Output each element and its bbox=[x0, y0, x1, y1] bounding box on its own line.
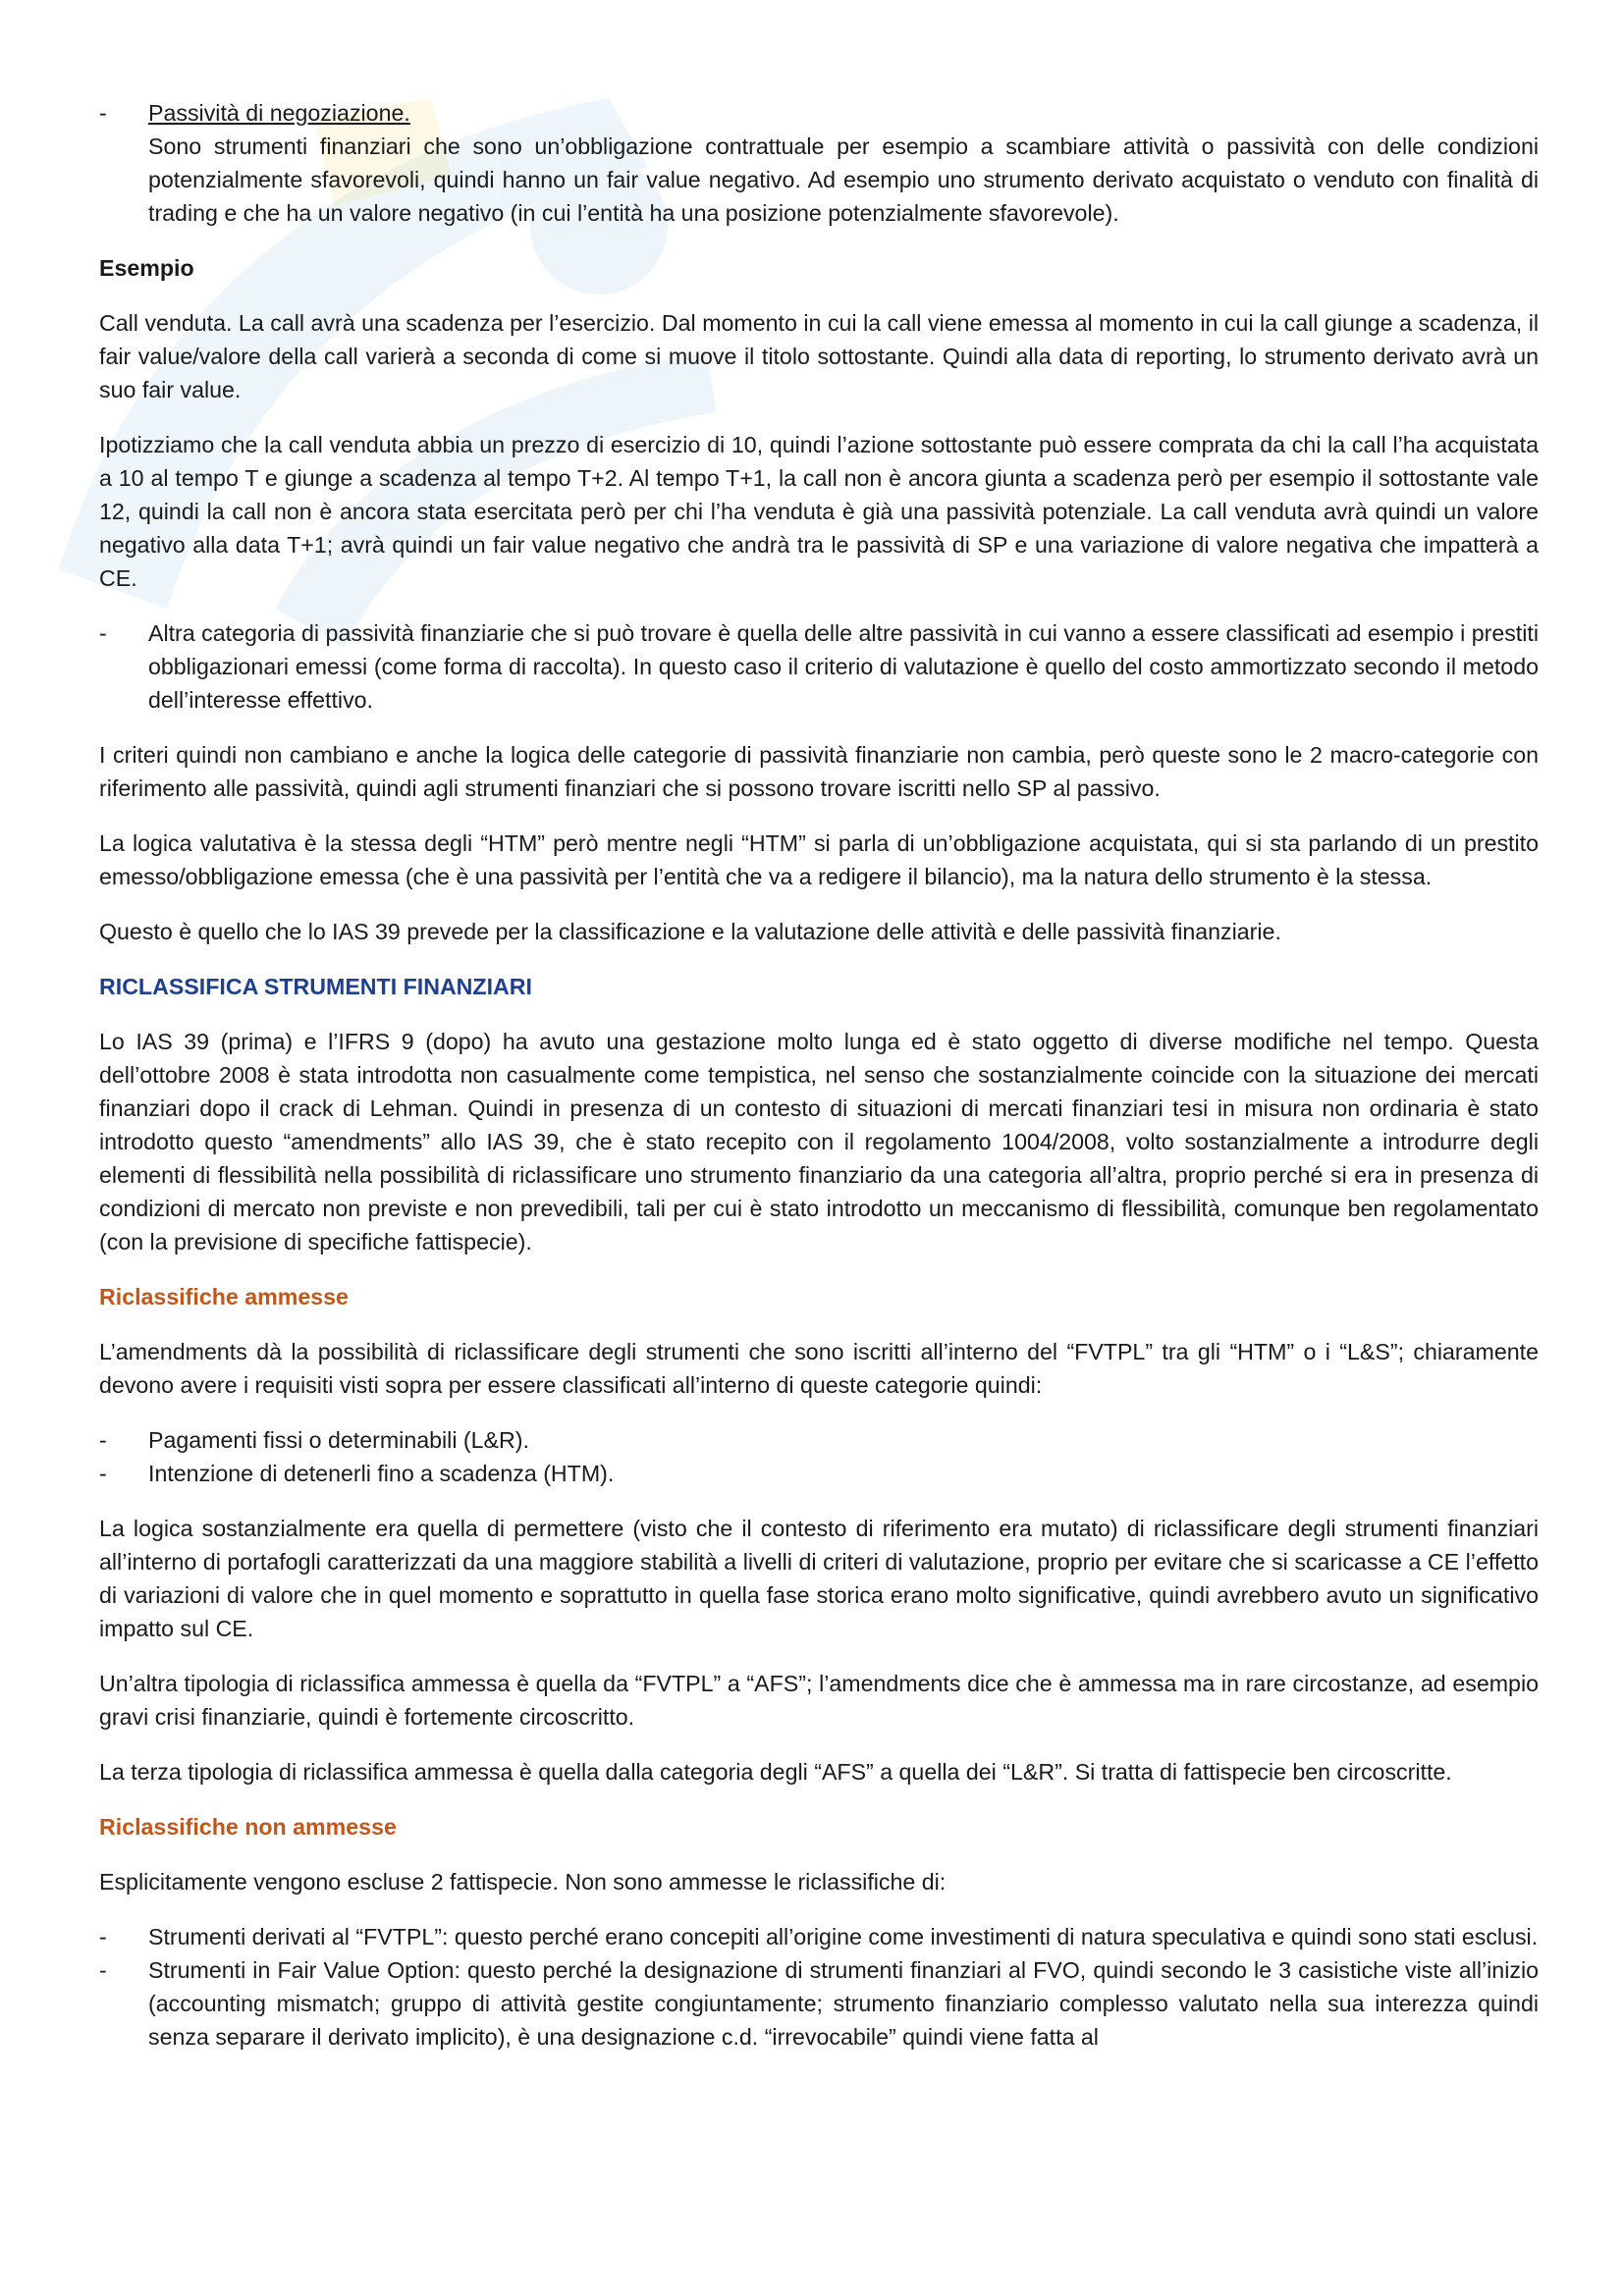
bullet-dash: - bbox=[99, 620, 107, 646]
bullet-dash: - bbox=[99, 1461, 107, 1486]
example-heading: Esempio bbox=[99, 255, 194, 281]
paragraph: Un’altra tipologia di riclassifica ammessa è quella da “FVTPL” a “AFS”; l’amendments dice che è ammessa ma in rare circostanze, ad esempio gravi crisi finanziarie, quindi è fortemente circoscritto. bbox=[99, 1671, 1539, 1730]
paragraph: Esplicitamente vengono escluse 2 fattispecie. Non sono ammesse le riclassifiche di: bbox=[99, 1869, 947, 1895]
paragraph: Ipotizziamo che la call venduta abbia un prezzo di esercizio di 10, quindi l’azione sottostante può essere comprata da chi la call l’ha acquistata a 10 al tempo T e giunge a scadenza al tempo T+2. Al tempo T+1, la call non è ancora giunta a scadenza però per esempio il sottostante vale 12, quindi la call non è ancora stata esercitata però per chi l’ha venduta è già una passività potenziale. La call venduta avrà quindi un valore negativo alla data T+1; avrà quindi un fair value negativo che andrà tra le passività di SP e una variazione di valore negativa che impatterà a CE. bbox=[99, 432, 1539, 591]
list-item bbox=[99, 1457, 1539, 1490]
subsection-heading: Riclassifiche non ammesse bbox=[99, 1814, 397, 1840]
bullet-dash: - bbox=[99, 1924, 107, 1949]
list-item-text: Altra categoria di passività finanziarie che si può trovare è quella delle altre passività in cui vanno a essere classificati ad esempio i prestiti obbligazionari emessi (come forma di raccolta). In questo caso il criterio di valutazione è quello del costo ammortizzato secondo il metodo dell’interesse effettivo. bbox=[148, 620, 1539, 713]
list-item-text: Strumenti in Fair Value Option: questo perché la designazione di strumenti finanziari al FVO, quindi secondo le 3 casistiche viste all’inizio (accounting mismatch; gruppo di attività gestite congiuntamente; strumento finanziario complesso valutato nella sua interezza quindi senza separare il derivato implicito), è una designazione c.d. “irrevocabile” quindi viene fatta al bbox=[148, 1957, 1539, 2050]
subsection-heading: Riclassifiche ammesse bbox=[99, 1284, 349, 1309]
paragraph: La logica sostanzialmente era quella di permettere (visto che il contesto di riferimento era mutato) di riclassificare degli strumenti finanziari all’interno di portafogli caratterizzati da una maggiore stabilità a livelli di criteri di valutazione, proprio per evitare che si scaricasse a CE l’effetto di variazioni di valore che in quel momento e soprattutto in quella fase storica erano molto significative, quindi avrebbero avuto un significativo impatto sul CE. bbox=[99, 1516, 1539, 1641]
list-item-text: Intenzione di detenerli fino a scadenza (HTM). bbox=[148, 1461, 615, 1486]
bullet-dash: - bbox=[99, 100, 107, 126]
list-item-other-liabilities bbox=[99, 616, 1539, 717]
document-page bbox=[99, 96, 1539, 2054]
paragraph: Questo è quello che lo IAS 39 prevede per la classificazione e la valutazione delle attività e delle passività finanziarie. bbox=[99, 919, 1281, 944]
bullet-dash: - bbox=[99, 1957, 107, 1983]
list-item bbox=[99, 1920, 1539, 1953]
paragraph: La terza tipologia di riclassifica ammessa è quella dalla categoria degli “AFS” a quella dei “L&R”. Si tratta di fattispecie ben circoscritte. bbox=[99, 1759, 1452, 1785]
paragraph: L’amendments dà la possibilità di riclassificare degli strumenti che sono iscritti all’interno del “FVTPL” tra gli “HTM” o i “L&S”; chiaramente devono avere i requisiti visti sopra per essere classificati all’interno di queste categorie quindi: bbox=[99, 1339, 1539, 1398]
list-item-trading-liabilities bbox=[99, 96, 1539, 230]
list-item-text: Strumenti derivati al “FVTPL”: questo perché erano concepiti all’origine come investimenti di natura speculativa e quindi sono stati esclusi. bbox=[148, 1924, 1539, 1949]
bullet-dash: - bbox=[99, 1427, 107, 1453]
paragraph: La logica valutativa è la stessa degli “HTM” però mentre negli “HTM” si parla di un’obbligazione acquistata, qui si sta parlando di un prestito emesso/obbligazione emessa (che è una passività per l’entità che va a redigere il bilancio), ma la natura dello strumento è la stessa. bbox=[99, 830, 1539, 889]
list-item-text: Pagamenti fissi o determinabili (L&R). bbox=[148, 1427, 529, 1453]
paragraph: Lo IAS 39 (prima) e l’IFRS 9 (dopo) ha avuto una gestazione molto lunga ed è stato oggetto di diverse modifiche nel tempo. Questa dell’ottobre 2008 è stata introdotta non casualmente come tempistica, nel senso che sostanzialmente coincide con la situazione dei mercati finanziari dopo il crack di Lehman. Quindi in presenza di un contesto di situazioni di mercati finanziari tesi in misura non ordinaria è stato introdotto questo “amendments” allo IAS 39, che è stato recepito con il regolamento 1004/2008, volto sostanzialmente a introdurre degli elementi di flessibilità nella possibilità di riclassificare uno strumento finanziario da una categoria all’altra, proprio perché si era in presenza di condizioni di mercato non previste e non prevedibili, tali per cui è stato introdotto un meccanismo di flessibilità, comunque ben regolamentato (con la previsione di specifiche fattispecie). bbox=[99, 1029, 1539, 1255]
paragraph: Call venduta. La call avrà una scadenza per l’esercizio. Dal momento in cui la call viene emessa al momento in cui la call giunge a scadenza, il fair value/valore della call varierà a seconda di come si muove il titolo sottostante. Quindi alla data di reporting, lo strumento derivato avrà un suo fair value. bbox=[99, 310, 1539, 402]
paragraph: I criteri quindi non cambiano e anche la logica delle categorie di passività finanziarie non cambia, però queste sono le 2 macro-categorie con riferimento alle passività, quindi agli strumenti finanziari che si possono trovare iscritti nello SP al passivo. bbox=[99, 742, 1539, 801]
list-item-title: Passività di negoziazione. bbox=[148, 100, 410, 126]
section-heading: RICLASSIFICA STRUMENTI FINANZIARI bbox=[99, 974, 532, 999]
list-item bbox=[99, 1953, 1539, 2054]
paragraph: Sono strumenti finanziari che sono un’obbligazione contrattuale per esempio a scambiare attività o passività con delle condizioni potenzialmente sfavorevoli, quindi hanno un fair value negativo. Ad esempio uno strumento derivato acquistato o venduto con finalità di trading e che ha un valore negativo (in cui l’entità ha una posizione potenzialmente sfavorevole). bbox=[148, 133, 1539, 226]
list-item bbox=[99, 1423, 1539, 1457]
